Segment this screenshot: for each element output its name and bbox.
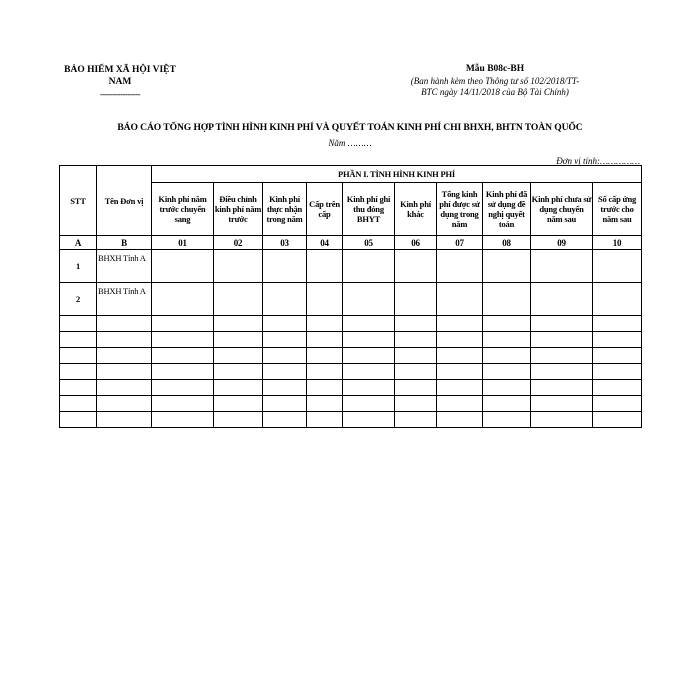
table-cell [152, 283, 214, 316]
table-cell [593, 396, 642, 412]
table-cell [307, 250, 343, 283]
table-cell [437, 396, 483, 412]
table-cell [343, 283, 395, 316]
column-code: 07 [437, 236, 483, 250]
table-cell [152, 380, 214, 396]
column-header: Số cấp ứng trước cho năm sau [593, 183, 642, 236]
table-cell [437, 380, 483, 396]
table-cell [97, 364, 152, 380]
issuer-block [60, 64, 180, 100]
table-cell [307, 380, 343, 396]
table-cell [343, 250, 395, 283]
table-cell [531, 396, 593, 412]
table-cell [60, 396, 97, 412]
table-cell [593, 380, 642, 396]
table-cell [263, 364, 307, 380]
column-code: 05 [343, 236, 395, 250]
table-cell [395, 332, 437, 348]
column-code: 09 [531, 236, 593, 250]
row-unit-name: BHXH Tỉnh A [97, 283, 152, 316]
table-cell [263, 380, 307, 396]
table-cell [531, 283, 593, 316]
column-code: B [97, 236, 152, 250]
table-cell [437, 332, 483, 348]
table-cell [343, 380, 395, 396]
column-code-row [60, 236, 642, 250]
table-cell [97, 380, 152, 396]
table-cell [395, 364, 437, 380]
table-cell [531, 332, 593, 348]
table-cell [307, 412, 343, 428]
table-cell [60, 364, 97, 380]
table-cell [263, 316, 307, 332]
column-header: Kinh phí chưa sử dụng chuyển năm sau [531, 183, 593, 236]
table-cell [343, 316, 395, 332]
form-note-line1: (Ban hành kèm theo Thông tư số 102/2018/TT- [410, 75, 580, 86]
table-cell [483, 348, 531, 364]
table-cell [593, 283, 642, 316]
table-row [60, 283, 642, 316]
empty-row [60, 348, 642, 364]
form-code: Mẫu B08c-BH [465, 64, 525, 74]
table-cell [395, 250, 437, 283]
table-cell [97, 316, 152, 332]
table-cell [60, 316, 97, 332]
table-cell [531, 380, 593, 396]
table-cell [307, 348, 343, 364]
section-header: PHẦN I. TÌNH HÌNH KINH PHÍ [152, 166, 642, 183]
table-row [60, 250, 642, 283]
table-cell [60, 380, 97, 396]
table-cell [152, 348, 214, 364]
issuer-name-line2: NAM [108, 77, 132, 87]
table-cell [343, 396, 395, 412]
table-cell [395, 380, 437, 396]
table-cell [152, 250, 214, 283]
column-header: Kinh phí ghi thu đóng BHYT [343, 183, 395, 236]
table-cell [395, 412, 437, 428]
table-cell [97, 396, 152, 412]
empty-row [60, 332, 642, 348]
table-cell [531, 250, 593, 283]
unit-name-header: Tên Đơn vị [97, 166, 152, 236]
form-info-block [395, 64, 595, 99]
empty-row [60, 380, 642, 396]
column-header: Kinh phí đã sử dụng đề nghị quyết toán [483, 183, 531, 236]
table-cell [395, 348, 437, 364]
table-cell [531, 412, 593, 428]
funding-table [59, 165, 642, 428]
table-cell [97, 348, 152, 364]
table-cell [437, 348, 483, 364]
table-cell [531, 348, 593, 364]
empty-row [60, 412, 642, 428]
table-cell [307, 316, 343, 332]
stt-header: STT [60, 166, 97, 236]
table-cell [307, 364, 343, 380]
table-cell [97, 332, 152, 348]
column-code: 03 [263, 236, 307, 250]
table-cell [60, 348, 97, 364]
table-cell [593, 348, 642, 364]
table-cell [307, 332, 343, 348]
row-unit-name: BHXH Tỉnh A [97, 250, 152, 283]
column-header: Kinh phí khác [395, 183, 437, 236]
empty-row [60, 316, 642, 332]
table-cell [152, 364, 214, 380]
table-cell [152, 412, 214, 428]
table-cell [437, 364, 483, 380]
table-cell [593, 332, 642, 348]
table-cell [483, 316, 531, 332]
column-header: Cấp trên cấp [307, 183, 343, 236]
table-cell [593, 250, 642, 283]
table-cell [483, 332, 531, 348]
table-cell [214, 412, 263, 428]
table-cell [263, 348, 307, 364]
form-note-line2: BTC ngày 14/11/2018 của Bộ Tài Chính) [421, 87, 569, 97]
table-cell [214, 364, 263, 380]
table-cell [593, 316, 642, 332]
table-cell [307, 396, 343, 412]
table-cell [214, 316, 263, 332]
table-cell [343, 348, 395, 364]
column-header: Tổng kinh phí được sử dụng trong năm [437, 183, 483, 236]
table-cell [152, 396, 214, 412]
column-header: Kinh phí năm trước chuyển sang [152, 183, 214, 236]
table-cell [437, 316, 483, 332]
column-code: 10 [593, 236, 642, 250]
table-cell [307, 283, 343, 316]
table-cell [263, 283, 307, 316]
table-cell [343, 364, 395, 380]
table-cell [214, 332, 263, 348]
table-cell [483, 283, 531, 316]
table-cell [483, 412, 531, 428]
table-cell [395, 316, 437, 332]
row-stt: 2 [60, 283, 97, 316]
table-cell [395, 283, 437, 316]
issuer-name-line1: BẢO HIỂM XÃ HỘI VIỆT [64, 65, 176, 75]
table-cell [395, 396, 437, 412]
table-cell [263, 396, 307, 412]
table-cell [152, 332, 214, 348]
table-cell [214, 380, 263, 396]
column-header: Điều chỉnh kinh phí năm trước [214, 183, 263, 236]
table-cell [483, 250, 531, 283]
table-cell [483, 396, 531, 412]
table-cell [593, 412, 642, 428]
table-cell [60, 412, 97, 428]
table-cell [483, 380, 531, 396]
table-cell [214, 348, 263, 364]
table-cell [437, 412, 483, 428]
table-cell [483, 364, 531, 380]
table-header-row [60, 166, 642, 183]
table-cell [437, 250, 483, 283]
row-stt: 1 [60, 250, 97, 283]
column-code: 06 [395, 236, 437, 250]
report-year: Năm ……… [328, 138, 372, 148]
table-cell [437, 283, 483, 316]
column-code: A [60, 236, 97, 250]
table-cell [214, 250, 263, 283]
table-cell [263, 412, 307, 428]
empty-row [60, 396, 642, 412]
table-cell [263, 250, 307, 283]
table-cell [343, 332, 395, 348]
table-cell [343, 412, 395, 428]
table-cell [531, 364, 593, 380]
table-cell [60, 332, 97, 348]
column-code: 04 [307, 236, 343, 250]
column-header: Kinh phí thực nhận trong năm [263, 183, 307, 236]
table-cell [214, 283, 263, 316]
table-cell [263, 332, 307, 348]
unit-label: Đơn vị tính:…………… [556, 156, 640, 166]
table-cell [531, 316, 593, 332]
column-code: 02 [214, 236, 263, 250]
table-cell [593, 364, 642, 380]
column-code: 08 [483, 236, 531, 250]
table-cell [152, 316, 214, 332]
issuer-underline: ---------------- [100, 89, 140, 99]
column-code: 01 [152, 236, 214, 250]
table-cell [214, 396, 263, 412]
empty-row [60, 364, 642, 380]
report-title: BÁO CÁO TỔNG HỢP TÌNH HÌNH KINH PHÍ VÀ QUYẾT TOÁN KINH PHÍ CHI BHXH, BHTN TOÀN QUỐC [117, 122, 583, 133]
table-cell [97, 412, 152, 428]
